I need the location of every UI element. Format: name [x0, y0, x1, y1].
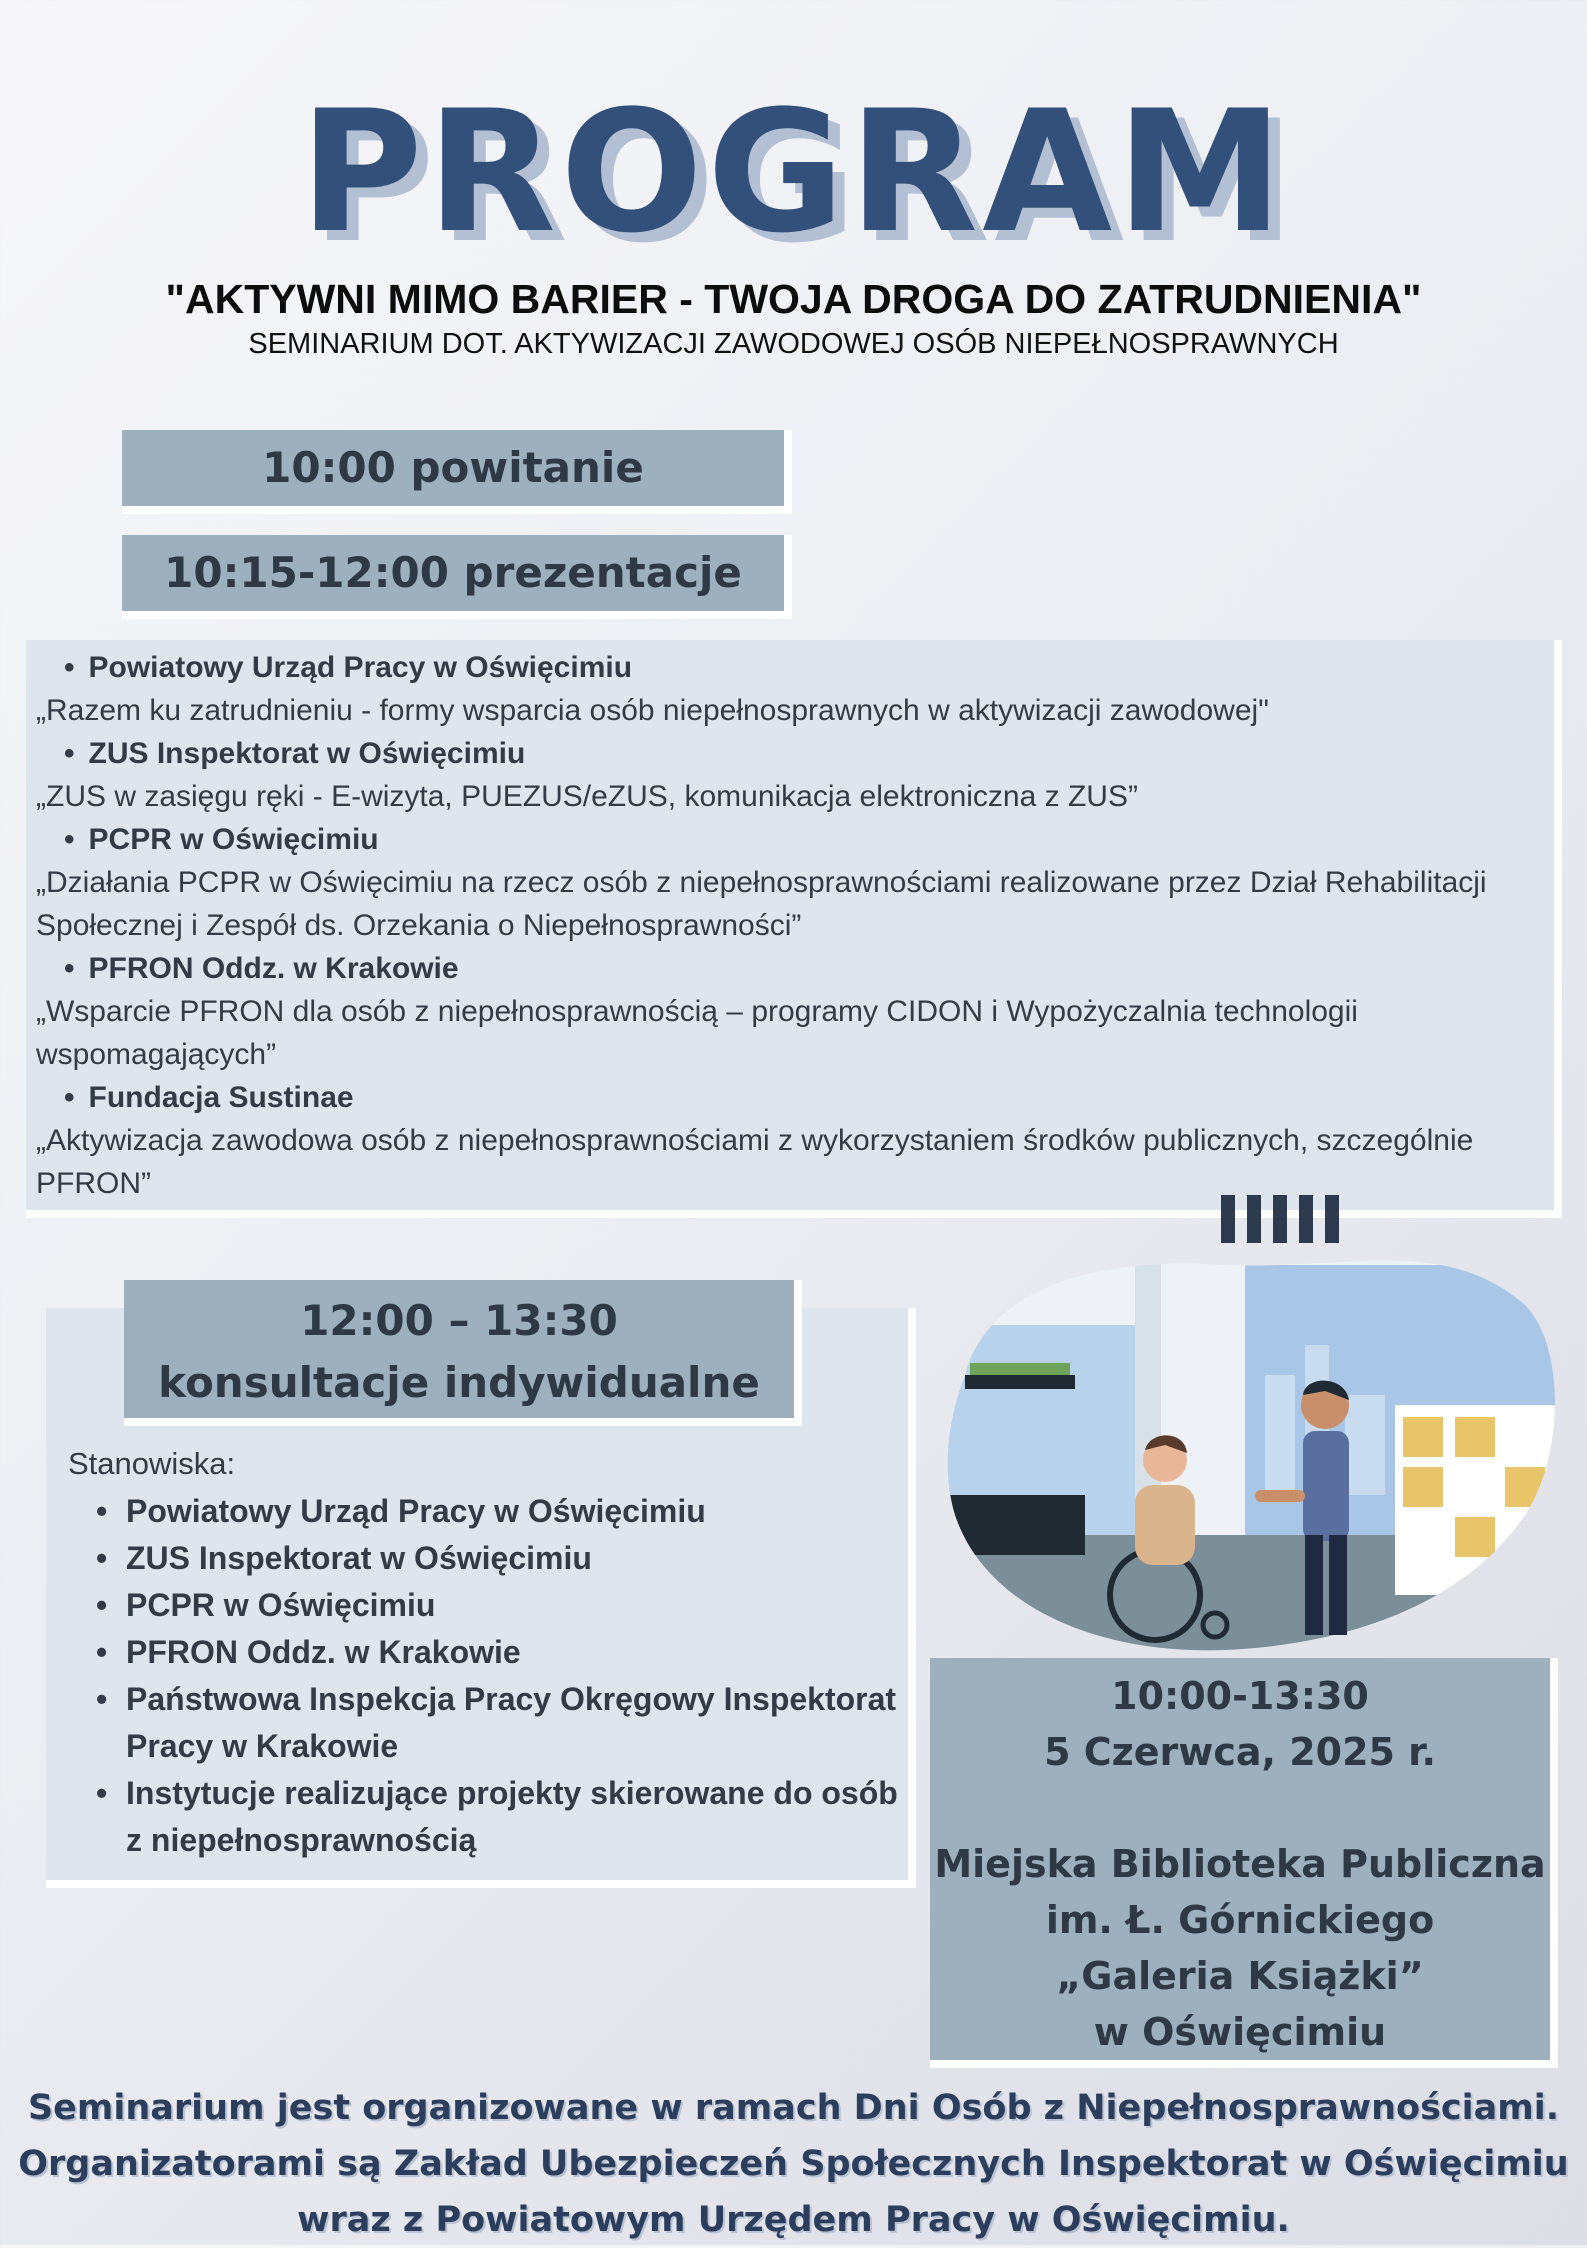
presentation-org: • Powiatowy Urząd Pracy w Oświęcimiu [64, 646, 1540, 689]
presentation-org: • ZUS Inspektorat w Oświęcimiu [64, 732, 1540, 775]
consultations-time: 12:00 – 13:30 [300, 1296, 618, 1345]
event-info-box [930, 1658, 1558, 2068]
venue-line: w Oświęcimiu [1093, 2010, 1387, 2054]
event-time: 10:00-13:30 [1111, 1674, 1369, 1718]
blinds-decoration [1221, 1195, 1339, 1243]
consultations-time-box [124, 1280, 802, 1426]
presentation-topic: „Wsparcie PFRON dla osób z niepełnosprawnością – programy CIDON i Wypożyczalnia technologii wspomagających” [36, 995, 1358, 1071]
stations-label: Stanowiska: [68, 1446, 236, 1481]
presentation-topic: „ZUS w zasięgu ręki - E-wizyta, PUEZUS/eZUS, komunikacja elektroniczna z ZUS” [36, 780, 1138, 813]
venue-line: im. Ł. Górnickiego [1045, 1898, 1435, 1942]
list-item: • Państwowa Inspekcja Pracy Okręgowy Inspektorat Pracy w Krakowie [92, 1676, 902, 1770]
welcome-time-box: 10:00 powitanie [122, 430, 792, 514]
footer-line: wraz z Powiatowym Urzędem Pracy w Oświęcimiu. [297, 2200, 1290, 2240]
spacer [930, 1780, 1550, 1836]
consultations-label: konsultacje indywidualne [158, 1358, 760, 1407]
list-item: • PCPR w Oświęcimiu [92, 1582, 902, 1629]
footer-note [0, 2080, 1587, 2248]
presentation-topic: „Działania PCPR w Oświęcimiu na rzecz osób z niepełnosprawnościami realizowane przez Dział Rehabilitacji Społecznej i Zespół ds. Orzekania o Niepełnosprawności” [36, 866, 1487, 942]
presentation-item [36, 818, 1540, 947]
event-date: 5 Czerwca, 2025 r. [1044, 1730, 1436, 1774]
seminar-description: SEMINARIUM DOT. AKTYWIZACJI ZAWODOWEJ OSÓB NIEPEŁNOSPRAWNYCH [248, 328, 1339, 360]
list-item: • ZUS Inspektorat w Oświęcimiu [92, 1535, 902, 1582]
presentation-item [36, 947, 1540, 1076]
presentation-item [36, 646, 1540, 732]
office-handshake-illustration [925, 1195, 1565, 1655]
presentations-panel [26, 640, 1562, 1218]
venue-line: „Galeria Książki” [1056, 1954, 1424, 1998]
presentations-time-box: 10:15-12:00 prezentacje [122, 535, 792, 619]
presentation-topic: „Aktywizacja zawodowa osób z niepełnosprawnościami z wykorzystaniem środków publicznych, szczególnie PFRON” [36, 1124, 1474, 1200]
presentation-topic: „Razem ku zatrudnieniu - formy wsparcia osób niepełnosprawnych w aktywizacji zawodowej" [36, 694, 1269, 727]
venue-line: Miejska Biblioteka Publiczna [934, 1842, 1546, 1886]
seminar-subtitle: "AKTYWNI MIMO BARIER - TWOJA DROGA DO ZATRUDNIENIA" [165, 276, 1422, 322]
presentation-org: • PCPR w Oświęcimiu [64, 818, 1540, 861]
list-item: • Instytucje realizujące projekty skierowane do osób z niepełnosprawnością [92, 1770, 902, 1864]
list-item: • PFRON Oddz. w Krakowie [92, 1629, 902, 1676]
stations-list [92, 1488, 902, 1864]
footer-line: Organizatorami są Zakład Ubezpieczeń Społecznych Inspektorat w Oświęcimiu [18, 2144, 1569, 2184]
page-title: PROGRAM [299, 74, 1288, 270]
presentation-org: • PFRON Oddz. w Krakowie [64, 947, 1540, 990]
presentation-item [36, 1076, 1540, 1205]
presentation-org: • Fundacja Sustinae [64, 1076, 1540, 1119]
footer-line: Seminarium jest organizowane w ramach Dni Osób z Niepełnosprawnościami. [27, 2088, 1560, 2128]
list-item: • Powiatowy Urząd Pracy w Oświęcimiu [92, 1488, 902, 1535]
presentation-item [36, 732, 1540, 818]
title-wrap [0, 74, 1587, 270]
